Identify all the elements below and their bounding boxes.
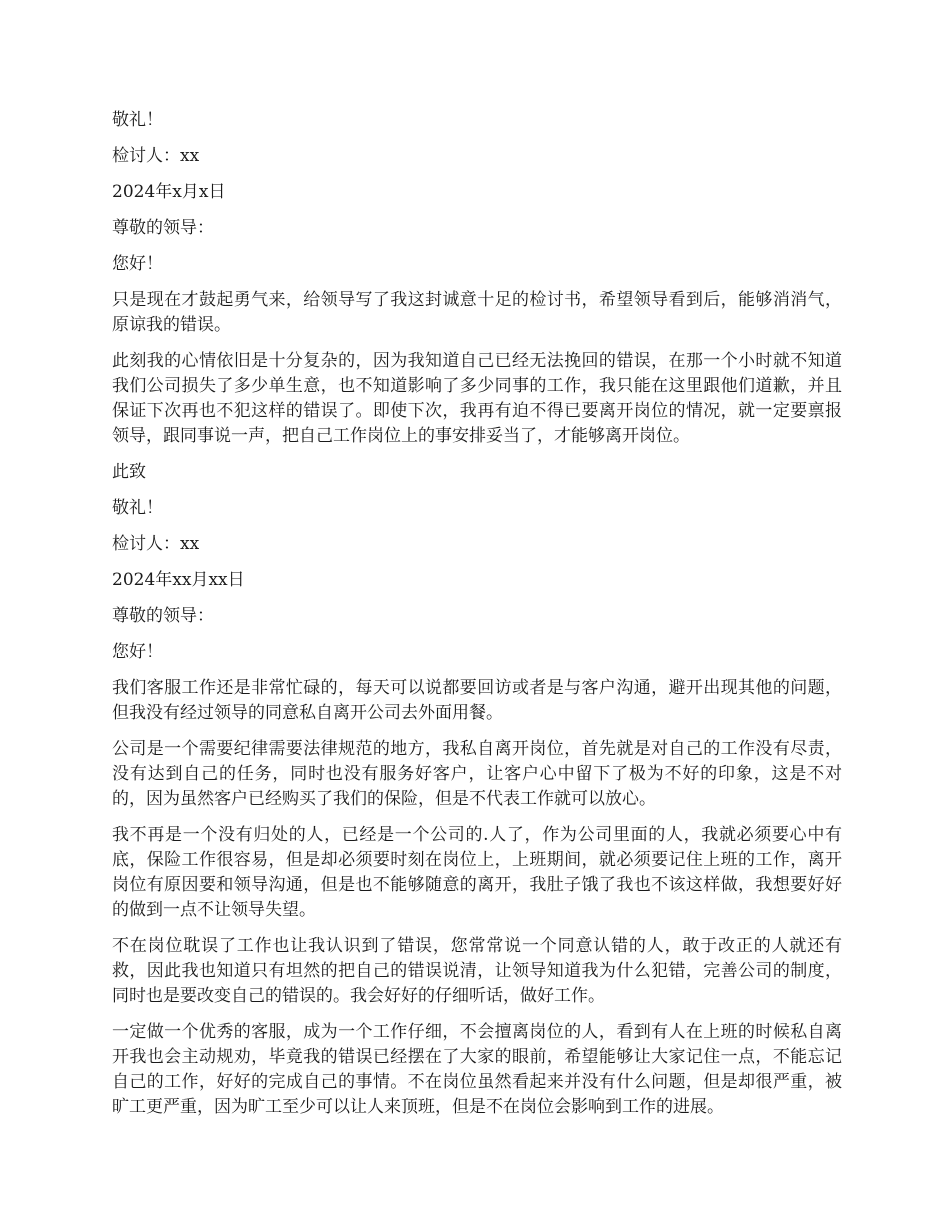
greeting: 您好！: [112, 254, 163, 274]
body-paragraph: 此刻我的心情依旧是十分复杂的，因为我知道自己已经无法挽回的错误，在那一个小时就不知道我们公司损失了多少单生意，也不知道影响了多少同事的工作，我只能在这里跟他们道歉，并且保证下次再也不犯这样的错误了。即使下次，我再有迫不得已要离开岗位的情况，就一定要禀报领导，跟同事说一声，把自己工作岗位上的事安排妥当了，才能够离开岗位。: [112, 351, 842, 446]
body-paragraph: 公司是一个需要纪律需要法律规范的地方，我私自离开岗位，首先就是对自己的工作没有尽责，没有达到自己的任务，同时也没有服务好客户，让客户心中留下了极为不好的印象，这是不对的，因为虽然客户已经购买了我们的保险，但是不代表工作就可以放心。: [112, 739, 842, 809]
closing-salute: 敬礼！: [112, 110, 163, 130]
body-paragraph: 一定做一个优秀的客服，成为一个工作仔细，不会擅离岗位的人，看到有人在上班的时候私自离开我也会主动规劝，毕竟我的错误已经摆在了大家的眼前，希望能够让大家记住一点，不能忘记自己的工作，好好的完成自己的事情。不在岗位虽然看起来并没有什么问题，但是却很严重，被旷工更严重，因为旷工至少可以让人来顶班，但是不在岗位会影响到工作的进展。: [112, 1022, 842, 1117]
closing-salute: 敬礼！: [112, 498, 163, 518]
date-line: 2024年xx月xx日: [112, 570, 245, 590]
signature-line: 检讨人：xx: [112, 534, 200, 554]
closing-phrase: 此致: [112, 462, 146, 482]
body-paragraph: 我不再是一个没有归处的人，已经是一个公司的.人了，作为公司里面的人，我就必须要心中有底，保险工作很容易，但是却必须要时刻在岗位上，上班期间，就必须要记住上班的工作，离开岗位有原因要和领导沟通，但是也不能够随意的离开，我肚子饿了我也不该这样做，我想要好好的做到一点不让领导失望。: [112, 825, 842, 920]
date-line: 2024年x月x日: [112, 182, 226, 202]
document-body: [112, 108, 842, 1131]
signature-line: 检讨人：xx: [112, 146, 200, 166]
body-paragraph: 不在岗位耽误了工作也让我认识到了错误，您常常说一个同意认错的人，敢于改正的人就还有救，因此我也知道只有坦然的把自己的错误说清，让领导知道我为什么犯错，完善公司的制度，同时也是要改变自己的错误的。我会好好的仔细听话，做好工作。: [112, 936, 842, 1006]
body-paragraph: 只是现在才鼓起勇气来，给领导写了我这封诚意十足的检讨书，希望领导看到后，能够消消气，原谅我的错误。: [112, 290, 842, 335]
body-paragraph: 我们客服工作还是非常忙碌的，每天可以说都要回访或者是与客户沟通，避开出现其他的问题，但我没有经过领导的同意私自离开公司去外面用餐。: [112, 678, 842, 723]
salutation: 尊敬的领导：: [112, 218, 214, 238]
salutation: 尊敬的领导：: [112, 606, 214, 626]
greeting: 您好！: [112, 642, 163, 662]
